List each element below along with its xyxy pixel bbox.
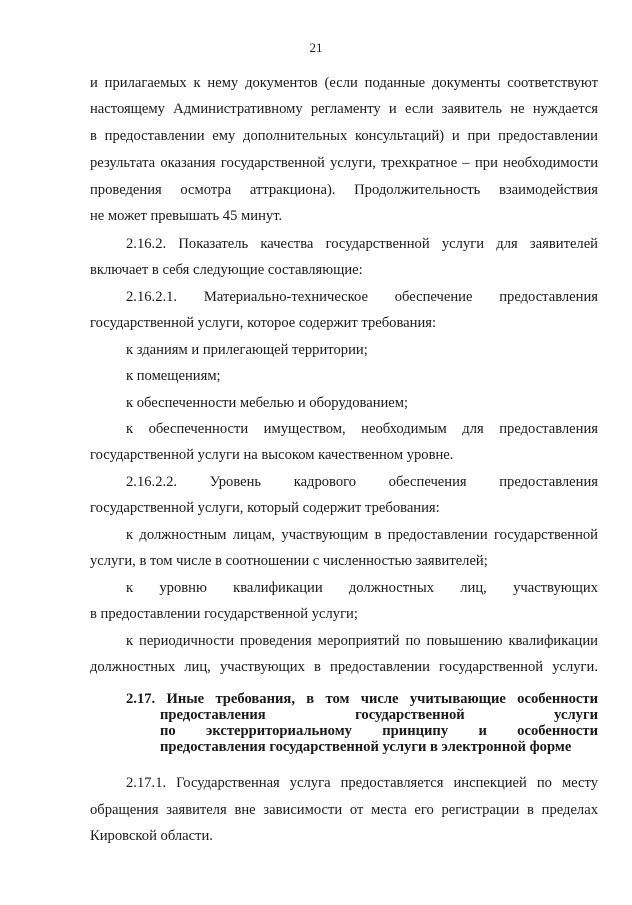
list-item: к обеспеченности мебелью и оборудованием; (126, 395, 409, 411)
list-item: к периодичности проведения мероприятий по повышению квалификации (126, 633, 598, 649)
list-item: к помещениям; (126, 368, 221, 384)
text-line: и прилагаемых к нему документов (если поданные документы соответствуют (90, 75, 598, 91)
text-line: услуги, в том числе в соотношении с численностью заявителей; (90, 553, 488, 569)
text-line: государственной услуги, которое содержит требования: (90, 315, 437, 331)
text-line: 2.16.2. Показатель качества государственной услуги для заявителей (126, 236, 598, 252)
text-line: 2.17.1. Государственная услуга предоставляется инспекцией по месту (126, 775, 598, 791)
page-number: 21 (309, 40, 323, 55)
text-line: не может превышать 45 минут. (90, 208, 283, 224)
text-line: включает в себя следующие составляющие: (90, 262, 363, 278)
text-line: обращения заявителя вне зависимости от места его регистрации в пределах (90, 802, 598, 818)
list-item: к уровню квалификации должностных лиц, участвующих (126, 580, 598, 596)
text-line: в предоставлении государственной услуги; (90, 606, 358, 622)
list-item: к обеспеченности имуществом, необходимым для предоставления (126, 421, 598, 437)
text-line: государственной услуги, который содержит требования: (90, 500, 440, 516)
text-line: настоящему Административному регламенту и если заявитель не нуждается (90, 101, 598, 117)
section-heading: по экстерриториальному принципу и особенности (160, 723, 598, 739)
text-line: государственной услуги на высоком качественном уровне. (90, 447, 454, 463)
section-heading: предоставления государственной услуги в электронной форме (160, 739, 572, 755)
text-line: должностных лиц, участвующих в предоставлении государственной услуги. (90, 659, 598, 675)
text-line: результата оказания государственной услуги, трехкратное – при необходимости (90, 155, 598, 171)
text-line: в предоставлении ему дополнительных консультаций) и при предоставлении (90, 128, 598, 144)
text-line: Кировской области. (90, 828, 213, 844)
text-line: 2.16.2.2. Уровень кадрового обеспечения предоставления (126, 474, 598, 490)
list-item: к должностным лицам, участвующим в предоставлении государственной (126, 527, 598, 543)
text-line: 2.16.2.1. Материально-техническое обеспечение предоставления (126, 289, 598, 305)
list-item: к зданиям и прилегающей территории; (126, 342, 368, 358)
section-heading: предоставления государственной услуги (160, 707, 598, 723)
text-line: проведения осмотра аттракциона). Продолжительность взаимодействия (90, 182, 598, 198)
section-heading: 2.17. Иные требования, в том числе учитывающие особенности (126, 691, 598, 707)
